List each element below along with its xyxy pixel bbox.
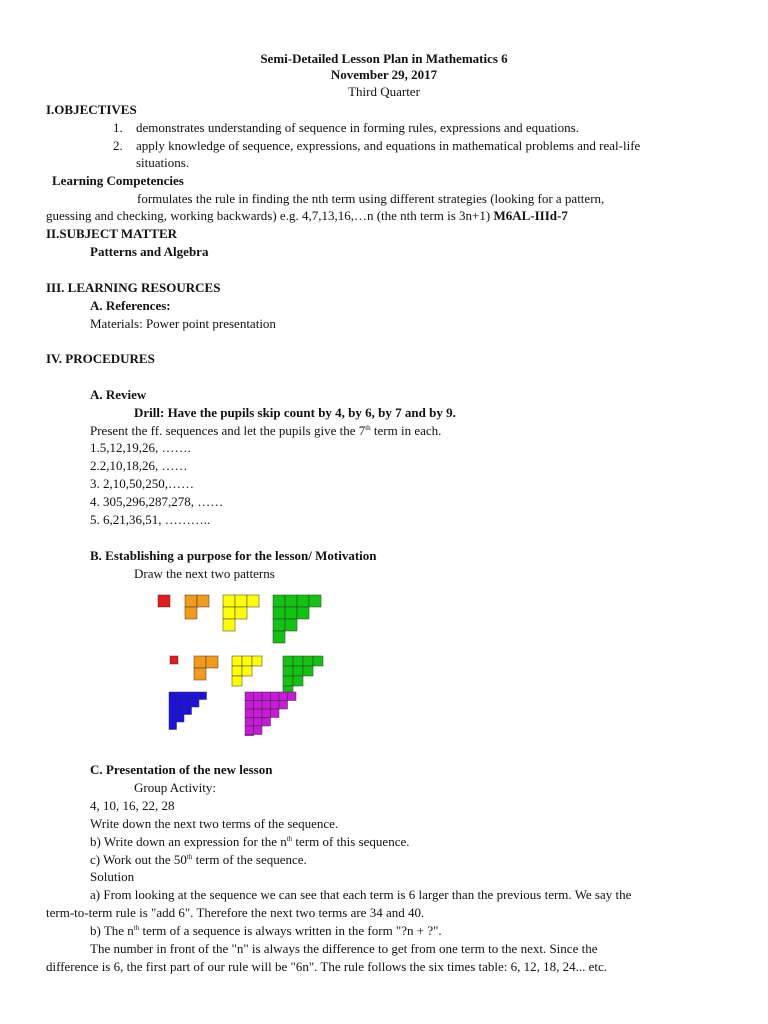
question-c-text-end: term of the sequence. (192, 852, 307, 867)
present-sup: th (365, 424, 371, 432)
question-b-sup: th (286, 835, 293, 843)
references-heading: A. References: (90, 298, 171, 313)
competency-line-1: formulates the rule in finding the nth term using different strategies (looking for a pattern, (137, 191, 605, 206)
review-heading: A. Review (90, 387, 147, 402)
motivation-heading: B. Establishing a purpose for the lesson/ Motivation (90, 548, 377, 563)
pattern-yellow-small (232, 656, 262, 686)
solution-a-line-2: term-to-term rule is "add 6". Therefore the next two terms are 34 and 40. (46, 905, 425, 920)
group-activity: Group Activity: (134, 780, 216, 795)
sequence-item-5: 5. 6,21,36,51, ……….. (90, 512, 211, 527)
sequence-item-4: 4. 305,296,287,278, …… (90, 494, 224, 509)
present-sequences-line (90, 423, 441, 438)
pattern-red-1 (158, 595, 170, 607)
competency-text: guessing and checking, working backwards) e.g. 4,7,13,16,…n (the nth term is 3n+1) (46, 208, 491, 223)
question-b-text: b) Write down an expression for the n (90, 834, 287, 849)
solution-c-line-1: The number in front of the "n" is always the difference to get from one term to the next. Since the (90, 941, 598, 956)
pattern-magenta-6 (245, 692, 296, 736)
resources-heading: III. LEARNING RESOURCES (46, 280, 221, 295)
solution-b-text-end: term of a sequence is always written in the form "?n + ?". (139, 923, 442, 938)
solution-label: Solution (90, 869, 135, 884)
objective-number-2: 2. (113, 138, 123, 153)
objective-text-1: demonstrates understanding of sequence in forming rules, expressions and equations. (136, 120, 579, 135)
motivation-instruction: Draw the next two patterns (134, 566, 275, 581)
solution-a-line-1: a) From looking at the sequence we can see that each term is 6 larger than the previous term. We say the (90, 887, 632, 902)
pattern-orange-2 (185, 595, 209, 619)
pattern-yellow-3 (223, 595, 259, 631)
activity-sequence: 4, 10, 16, 22, 28 (90, 798, 175, 813)
pattern-green-4 (273, 595, 321, 643)
pattern-green-small (283, 656, 323, 696)
objectives-heading: I.OBJECTIVES (46, 102, 137, 117)
question-c-text: c) Work out the 50 (90, 852, 187, 867)
pattern-red-small (170, 656, 178, 664)
question-c (90, 852, 307, 867)
pattern-figure (150, 588, 345, 736)
objective-number-1: 1. (113, 120, 123, 135)
subject-matter-heading: II.SUBJECT MATTER (46, 226, 177, 241)
question-c-sup: th (186, 853, 193, 861)
materials-line: Materials: Power point presentation (90, 316, 276, 331)
solution-b-text: b) The n (90, 923, 134, 938)
staircase-patterns-image (150, 588, 345, 736)
present-text-end: term in each. (370, 423, 442, 438)
question-b (90, 834, 410, 849)
sequence-item-1: 1.5,12,19,26, ……. (90, 440, 191, 455)
procedures-heading: IV. PROCEDURES (46, 351, 155, 366)
solution-c-line-2: difference is 6, the first part of our rule will be "6n". The rule follows the six times table: 6, 12, 18, 24... etc. (46, 959, 608, 974)
sequence-item-3: 3. 2,10,50,250,…… (90, 476, 194, 491)
objective-text-2-cont: situations. (136, 155, 190, 170)
document-quarter: Third Quarter (348, 84, 420, 99)
question-b-text-end: term of this sequence. (292, 834, 410, 849)
pattern-blue-5 (169, 692, 207, 730)
sequence-item-2: 2.2,10,18,26, …… (90, 458, 188, 473)
pattern-orange-small (194, 656, 218, 680)
document-title: Semi-Detailed Lesson Plan in Mathematics 6 (260, 51, 508, 66)
question-a: Write down the next two terms of the sequence. (90, 816, 339, 831)
objective-text-2: apply knowledge of sequence, expressions, and equations in mathematical problems and real-life (136, 138, 641, 153)
document-date: November 29, 2017 (330, 67, 438, 82)
solution-b-sup: th (133, 924, 140, 932)
competency-code: M6AL-IIId-7 (493, 208, 568, 223)
competency-line-2 (46, 208, 568, 223)
present-text: Present the ff. sequences and let the pupils give the 7 (90, 423, 366, 438)
drill-line: Drill: Have the pupils skip count by 4, by 6, by 7 and by 9. (134, 405, 456, 420)
solution-b (90, 923, 442, 938)
competencies-heading: Learning Competencies (52, 173, 184, 188)
subject-matter-topic: Patterns and Algebra (90, 244, 209, 259)
presentation-heading: C. Presentation of the new lesson (90, 762, 273, 777)
